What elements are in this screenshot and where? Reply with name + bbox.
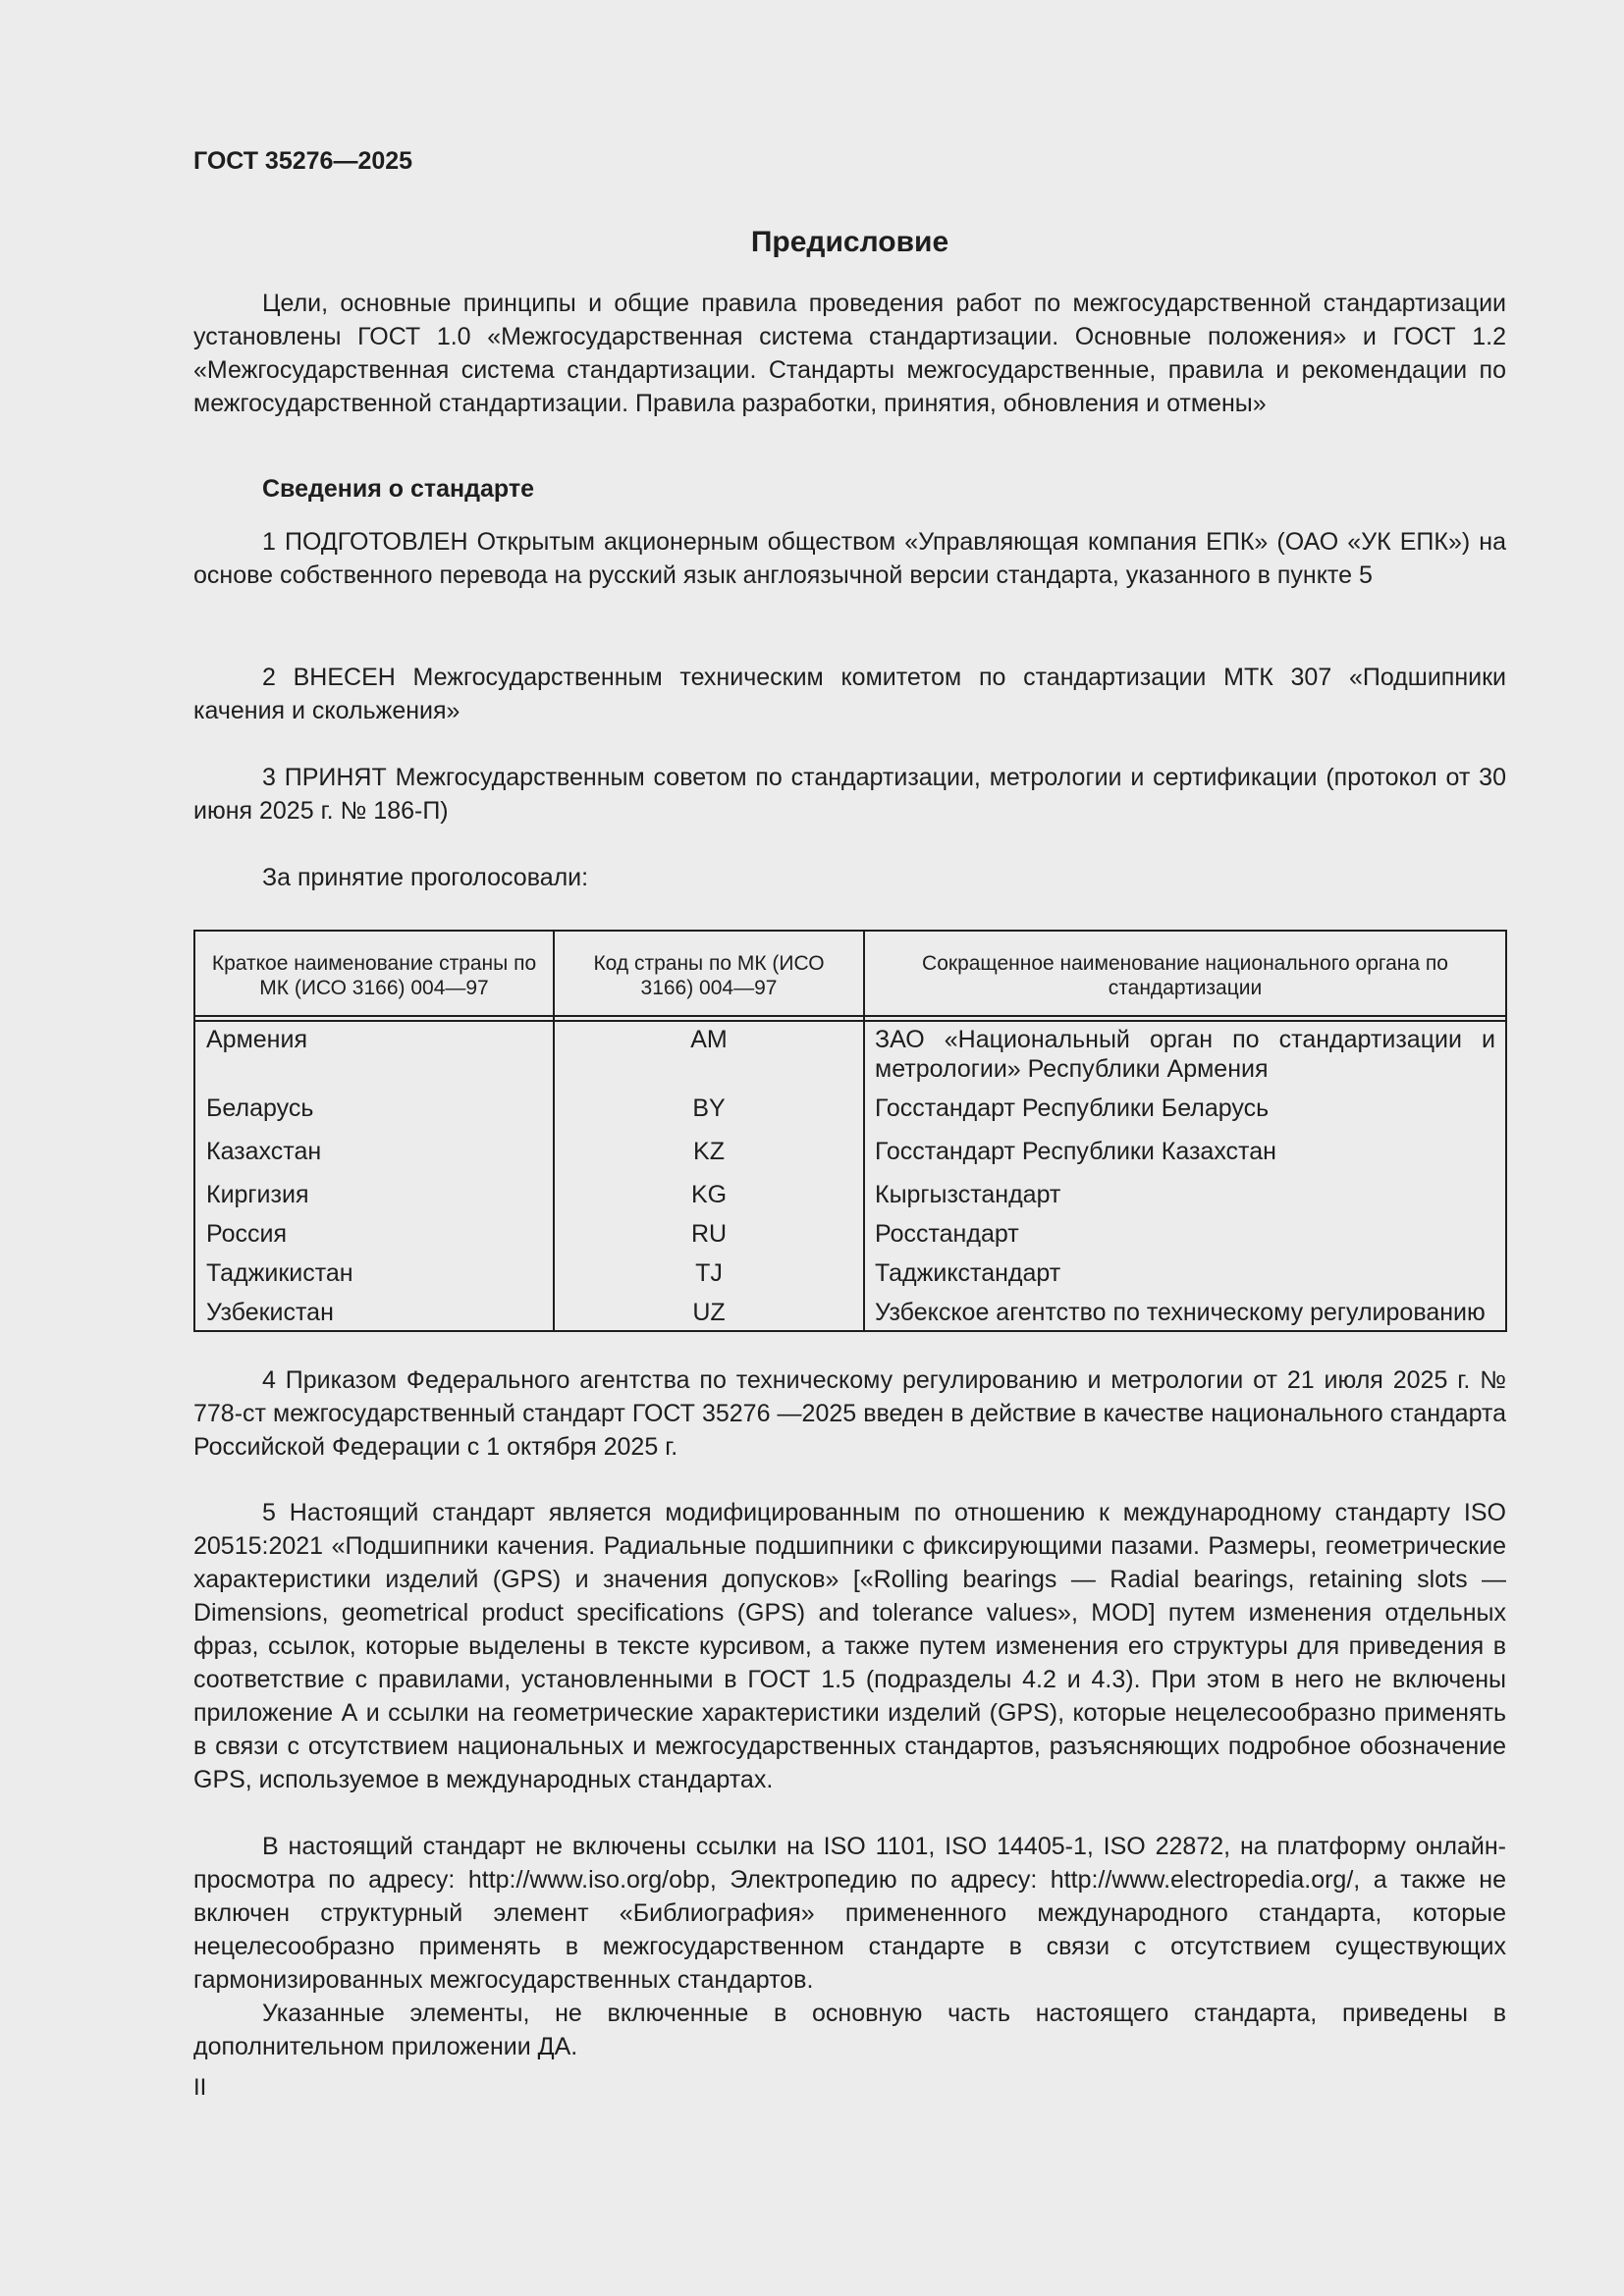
table-header-code: Код страны по МК (ИСО 3166) 004—97 xyxy=(593,952,825,999)
table-cell-agency: Госстандарт Республики Беларусь xyxy=(875,1095,1270,1122)
page-title: Предисловие xyxy=(750,226,949,258)
item-3-paragraph: 3 ПРИНЯТ Межгосударственным советом по стандартизации, метрологии и сертификации (протокол от 30 июня 2025 г. № 186-П) xyxy=(193,764,1506,825)
table-cell-country: Узбекистан xyxy=(206,1299,334,1326)
table-header-country: Краткое наименование страны по МК (ИСО 3166) 004—97 xyxy=(211,952,537,999)
table-header-divider xyxy=(195,1020,1505,1022)
table-cell-code: UZ xyxy=(692,1299,726,1326)
table-cell-country: Беларусь xyxy=(206,1095,314,1122)
table-cell-code: AM xyxy=(690,1026,728,1053)
table-column-divider xyxy=(863,932,865,1330)
table-cell-code: KZ xyxy=(693,1138,725,1165)
item-5-paragraph: 5 Настоящий стандарт является модифицированным по отношению к международному стандарту ISO 20515:2021 «Подшипники качения. Радиальные подшипники с фиксирующими пазами. Размеры, геометрические характеристики изделий (GPS) и значения допусков» [«Rolling bearings — Radial bearings, retaining slots — Dimensions, geometrical product specifications (GPS) and tolerance values», MOD] путем изменения отдельных фраз, ссылок, которые выделены в тексте курсивом, а также путем изменения его структуры для приведения в соответствие с правилами, установленными в ГОСТ 1.5 (подразделы 4.2 и 4.3). При этом в него не включены приложение А и ссылки на геометрические характеристики изделий (GPS), которые нецелесообразно применять в связи с отсутствием национальных и межгосударственных стандартов, разъясняющих подробное обозначение GPS, используемое в международных стандартах. xyxy=(193,1499,1506,1793)
table-cell-code: RU xyxy=(690,1220,728,1248)
table-cell-agency: Росстандарт xyxy=(875,1220,1019,1248)
table-cell-country: Казахстан xyxy=(206,1138,322,1165)
table-cell-agency: Узбекское агентство по техническому регулированию xyxy=(875,1299,1486,1326)
document-code: ГОСТ 35276—2025 xyxy=(193,147,413,175)
table-cell-code: BY xyxy=(692,1095,726,1122)
table-header-divider xyxy=(195,1015,1505,1017)
vote-caption: За принятие проголосовали: xyxy=(262,864,589,891)
table-cell-agency: Госстандарт Республики Казахстан xyxy=(875,1138,1276,1165)
item-5-excluded-refs-paragraph: В настоящий стандарт не включены ссылки на ISO 1101, ISO 14405-1, ISO 22872, на платформу онлайн-просмотра по адресу: http://www.iso.org/obp, Электропедию по адресу: http://www.electropedia.org/, а также не включен структурный элемент «Библиография» примененного международного стандарта, которые нецелесообразно применять в межгосударственном стандарте в связи с отсутствием существующих гармонизированных межгосударственных стандартов. xyxy=(193,1833,1506,1994)
intro-paragraph: Цели, основные принципы и общие правила проведения работ по межгосударственной стандартизации установлены ГОСТ 1.0 «Межгосударственная система стандартизации. Основные положения» и ГОСТ 1.2 «Межгосударственная система стандартизации. Стандарты межгосударственные, правила и рекомендации по межгосударственной стандартизации. Правила разработки, принятия, обновления и отмены» xyxy=(193,290,1506,417)
page-number: II xyxy=(193,2074,207,2101)
table-cell-country: Таджикистан xyxy=(206,1259,353,1287)
item-4-paragraph: 4 Приказом Федерального агентства по техническому регулированию и метрологии от 21 июля 2025 г. № 778-ст межгосударственный стандарт ГОСТ 35276 —2025 введен в действие в качестве национального стандарта Российской Федерации с 1 октября 2025 г. xyxy=(193,1366,1506,1461)
table-cell-code: TJ xyxy=(695,1259,723,1287)
table-cell-agency: Кыргызстандарт xyxy=(875,1181,1061,1208)
item-1-paragraph: 1 ПОДГОТОВЛЕН Открытым акционерным обществом «Управляющая компания ЕПК» (ОАО «УК ЕПК») на основе собственного перевода на русский язык англоязычной версии стандарта, указанного в пункте 5 xyxy=(193,528,1506,589)
item-5-appendix-paragraph: Указанные элементы, не включенные в основную часть настоящего стандарта, приведены в дополнительном приложении ДА. xyxy=(193,2000,1506,2060)
table-cell-country: Армения xyxy=(206,1026,307,1053)
table-cell-code: KG xyxy=(690,1181,728,1208)
table-cell-country: Киргизия xyxy=(206,1181,309,1208)
table-cell-agency: Таджикстандарт xyxy=(875,1259,1061,1287)
item-2-paragraph: 2 ВНЕСЕН Межгосударственным техническим комитетом по стандартизации МТК 307 «Подшипники качения и скольжения» xyxy=(193,664,1506,724)
table-cell-agency: ЗАО «Национальный орган по стандартизации и метрологии» Республики Армения xyxy=(875,1026,1495,1083)
table-cell-country: Россия xyxy=(206,1220,287,1248)
voting-table xyxy=(193,930,1507,1332)
table-header-agency: Сокращенное наименование национального органа по стандартизации xyxy=(922,952,1448,999)
section-heading: Сведения о стандарте xyxy=(262,475,535,503)
